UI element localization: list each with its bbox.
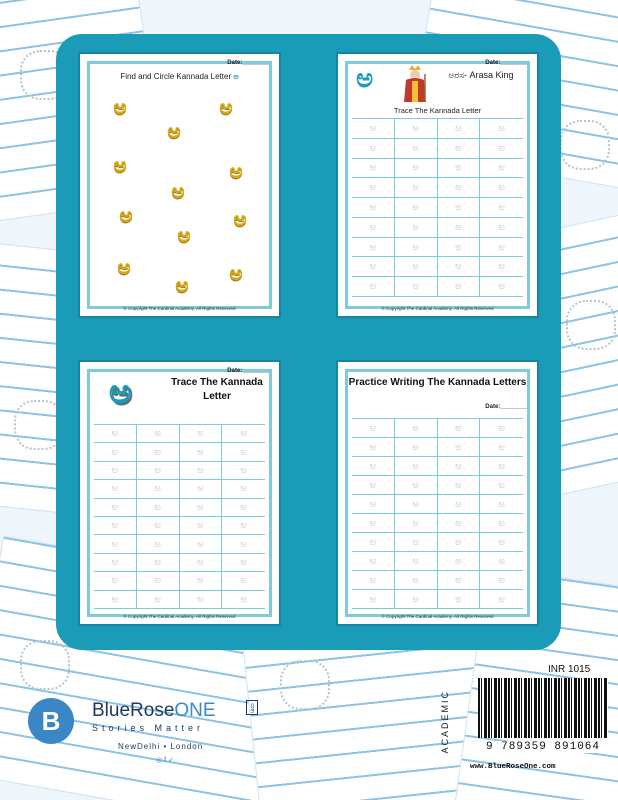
- trace-cell: ಅ: [395, 457, 438, 476]
- trace-cell: ಅ: [480, 178, 523, 198]
- trace-cell: ಅ: [180, 462, 223, 480]
- publisher-name-part1: BlueRose: [92, 700, 175, 721]
- trace-cell: ಅ: [352, 590, 395, 609]
- trace-cell: ಅ: [438, 139, 481, 159]
- trace-cell: ಅ: [137, 425, 180, 443]
- trace-cell: ಅ: [395, 419, 438, 438]
- trace-cell: ಅ: [94, 462, 137, 480]
- trace-cell: ಅ: [352, 178, 395, 198]
- publisher-badge: .com: [246, 700, 258, 715]
- trace-cell: ಅ: [352, 238, 395, 258]
- trace-cell: ಅ: [352, 419, 395, 438]
- publisher-tagline: Stories Matter: [92, 723, 205, 733]
- trace-cell: ಅ: [352, 257, 395, 277]
- gold-letter: ಅ: [113, 153, 127, 177]
- big-letter: ಅ: [356, 64, 374, 94]
- trace-cell: ಅ: [180, 443, 223, 461]
- teal-panel: [56, 34, 561, 650]
- trace-cell: ಅ: [438, 571, 481, 590]
- trace-cell: ಅ: [438, 533, 481, 552]
- trace-cell: ಅ: [395, 476, 438, 495]
- trace-cell: ಅ: [395, 238, 438, 258]
- trace-cell: ಅ: [180, 591, 223, 609]
- trace-cell: ಅ: [94, 425, 137, 443]
- trace-cell: ಅ: [480, 159, 523, 179]
- trace-cell: ಅ: [395, 277, 438, 297]
- trace-cell: ಅ: [352, 533, 395, 552]
- worksheet-trace: [80, 362, 279, 624]
- trace-cell: ಅ: [94, 517, 137, 535]
- trace-cell: ಅ: [480, 590, 523, 609]
- trace-cell: ಅ: [480, 476, 523, 495]
- trace-cell: ಅ: [352, 514, 395, 533]
- trace-cell: ಅ: [222, 443, 265, 461]
- trace-cell: ಅ: [352, 218, 395, 238]
- trace-cell: ಅ: [137, 443, 180, 461]
- trace-cell: ಅ: [438, 514, 481, 533]
- gold-letter: ಅ: [117, 255, 131, 279]
- tracing-grid: [94, 424, 265, 609]
- trace-cell: ಅ: [137, 572, 180, 590]
- trace-cell: ಅ: [480, 438, 523, 457]
- trace-cell: ಅ: [137, 462, 180, 480]
- trace-cell: ಅ: [480, 419, 523, 438]
- gold-letter: ಅ: [219, 95, 233, 119]
- trace-cell: ಅ: [395, 571, 438, 590]
- date-label: Date:________: [227, 60, 269, 66]
- trace-cell: ಅ: [180, 480, 223, 498]
- trace-cell: ಅ: [438, 438, 481, 457]
- trace-cell: ಅ: [480, 198, 523, 218]
- trace-cell: ಅ: [222, 517, 265, 535]
- trace-cell: ಅ: [480, 514, 523, 533]
- example-word: ಅರಸ- Arasa King: [448, 70, 514, 80]
- trace-cell: ಅ: [222, 462, 265, 480]
- trace-cell: ಅ: [94, 535, 137, 553]
- gold-letter: ಅ: [233, 207, 247, 231]
- trace-cell: ಅ: [137, 591, 180, 609]
- trace-cell: ಅ: [352, 119, 395, 139]
- trace-cell: ಅ: [480, 457, 523, 476]
- website-url: www.BlueRoseOne.com: [470, 763, 556, 771]
- publisher-cities: NewDelhi • London: [118, 742, 204, 751]
- trace-cell: ಅ: [438, 178, 481, 198]
- trace-cell: ಅ: [438, 457, 481, 476]
- trace-cell: ಅ: [352, 277, 395, 297]
- practice-grid: [352, 418, 523, 609]
- trace-cell: ಅ: [94, 499, 137, 517]
- gold-letter: ಅ: [229, 159, 243, 183]
- trace-cell: ಅ: [438, 476, 481, 495]
- trace-cell: ಅ: [352, 476, 395, 495]
- worksheet-heading: Practice Writing The Kannada Letters: [348, 377, 527, 388]
- trace-cell: ಅ: [352, 571, 395, 590]
- gold-letter: ಅ: [171, 179, 185, 203]
- trace-cell: ಅ: [395, 159, 438, 179]
- trace-cell: ಅ: [395, 119, 438, 139]
- trace-cell: ಅ: [438, 419, 481, 438]
- trace-cell: ಅ: [94, 480, 137, 498]
- trace-cell: ಅ: [352, 552, 395, 571]
- copyright: © Copyright The Cardinal Academy. All Rights Reserved: [123, 614, 236, 619]
- bg-dotted-letter: [560, 120, 610, 170]
- trace-cell: ಅ: [352, 457, 395, 476]
- trace-cell: ಅ: [180, 425, 223, 443]
- trace-cell: ಅ: [94, 443, 137, 461]
- worksheet-find-and-circle: [80, 54, 279, 316]
- king-illustration: [402, 64, 428, 104]
- trace-cell: ಅ: [395, 533, 438, 552]
- publisher-name-part2: ONE: [174, 700, 216, 721]
- trace-cell: ಅ: [180, 554, 223, 572]
- trace-cell: ಅ: [438, 159, 481, 179]
- trace-cell: ಅ: [480, 238, 523, 258]
- trace-cell: ಅ: [137, 499, 180, 517]
- trace-cell: ಅ: [438, 495, 481, 514]
- trace-cell: ಅ: [222, 554, 265, 572]
- trace-cell: ಅ: [395, 590, 438, 609]
- trace-cell: ಅ: [180, 517, 223, 535]
- trace-cell: ಅ: [438, 590, 481, 609]
- tracing-grid: [352, 118, 523, 297]
- trace-cell: ಅ: [438, 119, 481, 139]
- gold-letter: ಅ: [113, 95, 127, 119]
- date-label: Date:________: [227, 368, 269, 374]
- title-text: Find and Circle Kannada Letter: [120, 72, 232, 81]
- trace-cell: ಅ: [438, 218, 481, 238]
- trace-cell: ಅ: [395, 198, 438, 218]
- trace-cell: ಅ: [137, 517, 180, 535]
- worksheet-letter-word: [338, 54, 537, 316]
- trace-cell: ಅ: [395, 178, 438, 198]
- bg-dotted-letter: [20, 640, 70, 690]
- trace-cell: ಅ: [395, 514, 438, 533]
- date-label: Date:________: [485, 60, 527, 66]
- trace-cell: ಅ: [480, 571, 523, 590]
- trace-cell: ಅ: [480, 119, 523, 139]
- isbn-number: 9 789359 891064: [478, 741, 608, 753]
- trace-cell: ಅ: [94, 554, 137, 572]
- title-letter: ಅ: [233, 72, 239, 81]
- trace-cell: ಅ: [222, 425, 265, 443]
- trace-cell: ಅ: [352, 139, 395, 159]
- trace-cell: ಅ: [94, 572, 137, 590]
- trace-cell: ಅ: [180, 535, 223, 553]
- worksheet-practice: [338, 362, 537, 624]
- trace-cell: ಅ: [395, 438, 438, 457]
- trace-cell: ಅ: [480, 257, 523, 277]
- trace-cell: ಅ: [480, 218, 523, 238]
- trace-cell: ಅ: [137, 535, 180, 553]
- price-label: INR 1015: [548, 664, 591, 675]
- category-label: ACADEMIC: [440, 690, 450, 754]
- gold-letter: ಅ: [119, 203, 133, 227]
- trace-cell: ಅ: [438, 277, 481, 297]
- barcode: [478, 678, 608, 738]
- trace-cell: ಅ: [480, 277, 523, 297]
- trace-cell: ಅ: [222, 591, 265, 609]
- trace-cell: ಅ: [137, 480, 180, 498]
- copyright: © Copyright The Cardinal Academy. All Rights Reserved: [381, 614, 494, 619]
- trace-cell: ಅ: [222, 535, 265, 553]
- page-title: [80, 72, 279, 82]
- trace-cell: ಅ: [180, 499, 223, 517]
- trace-cell: ಅ: [352, 438, 395, 457]
- trace-cell: ಅ: [395, 552, 438, 571]
- trace-cell: ಅ: [352, 198, 395, 218]
- worksheet-subtitle: Trace The Kannada Letter: [393, 106, 482, 115]
- trace-cell: ಅ: [395, 139, 438, 159]
- trace-cell: ಅ: [480, 495, 523, 514]
- gold-letter: ಅ: [177, 223, 191, 247]
- trace-cell: ಅ: [222, 572, 265, 590]
- gold-letter: ಅ: [167, 119, 181, 143]
- publisher-name: [92, 700, 216, 722]
- trace-cell: ಅ: [137, 554, 180, 572]
- copyright: © Copyright The Cardinal Academy. All Rights Reserved: [381, 306, 494, 311]
- trace-cell: ಅ: [222, 499, 265, 517]
- publisher-logo: B: [28, 698, 74, 744]
- date-label: Date:________: [485, 404, 527, 410]
- trace-cell: ಅ: [480, 139, 523, 159]
- trace-cell: ಅ: [94, 591, 137, 609]
- trace-cell: ಅ: [438, 238, 481, 258]
- trace-cell: ಅ: [222, 480, 265, 498]
- bg-dotted-letter: [280, 660, 330, 710]
- gold-letter: ಅ: [229, 261, 243, 285]
- social-icons: ◎f✓: [156, 757, 176, 764]
- trace-cell: ಅ: [395, 495, 438, 514]
- trace-cell: ಅ: [438, 552, 481, 571]
- big-letter-logo: ಅ: [100, 372, 140, 412]
- trace-cell: ಅ: [395, 257, 438, 277]
- trace-cell: ಅ: [438, 257, 481, 277]
- gold-letter: ಅ: [175, 273, 189, 297]
- trace-cell: ಅ: [480, 552, 523, 571]
- trace-cell: ಅ: [180, 572, 223, 590]
- trace-cell: ಅ: [480, 533, 523, 552]
- worksheet-heading: Trace The Kannada Letter: [171, 377, 263, 402]
- bg-dotted-letter: [566, 300, 616, 350]
- copyright: © Copyright The Cardinal Academy. All Rights Reserved: [123, 306, 236, 311]
- trace-cell: ಅ: [352, 495, 395, 514]
- trace-cell: ಅ: [395, 218, 438, 238]
- trace-cell: ಅ: [438, 198, 481, 218]
- trace-cell: ಅ: [352, 159, 395, 179]
